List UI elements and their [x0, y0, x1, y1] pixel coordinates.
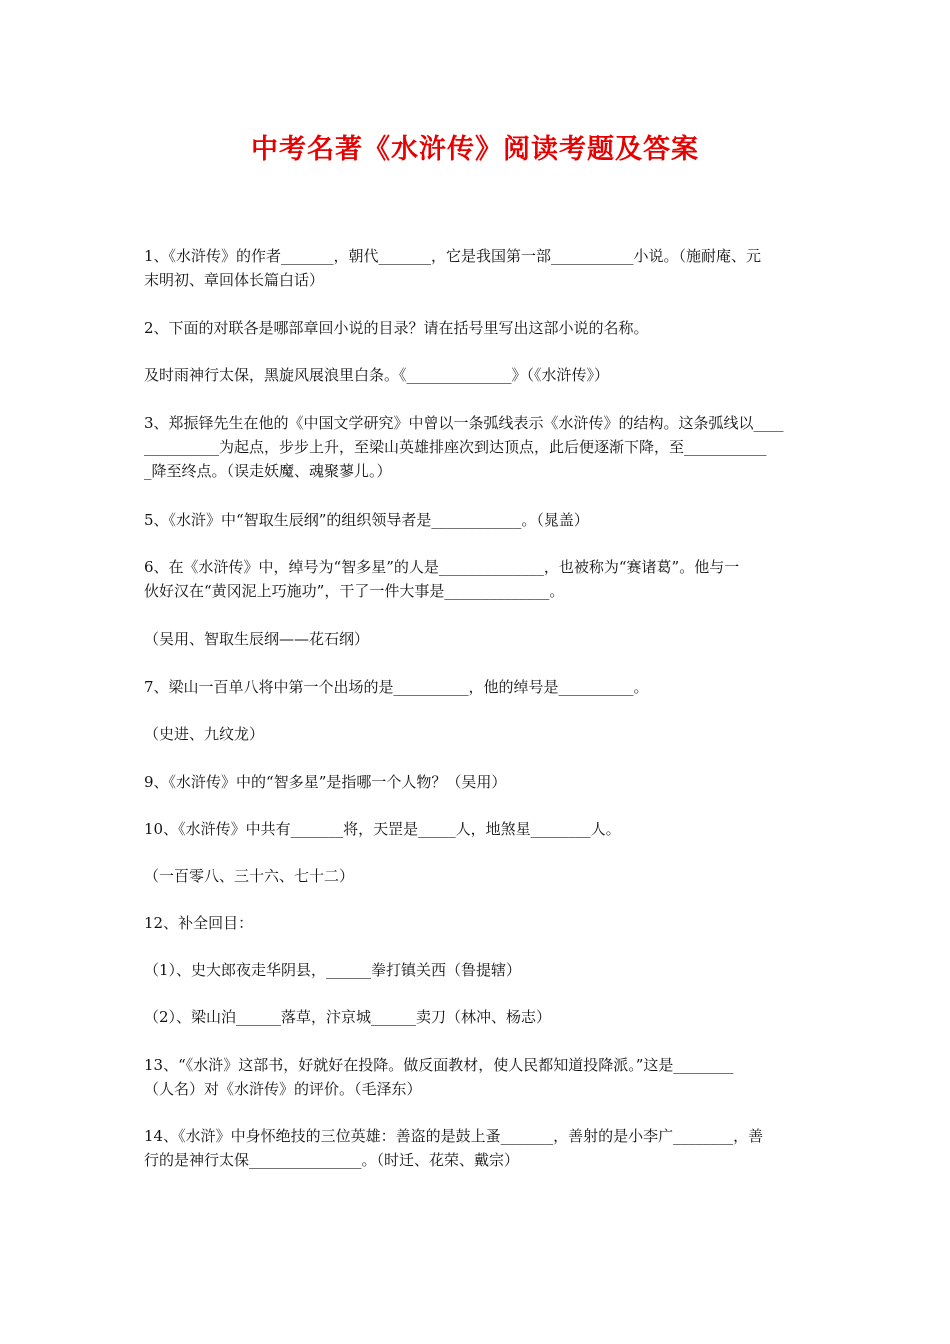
- answer-6: [144, 627, 809, 651]
- question-14: [144, 1124, 809, 1172]
- question-6: [144, 555, 809, 603]
- text-line: 2、下面的对联各是哪部章回小说的目录？请在括号里写出这部小说的名称。: [144, 319, 649, 337]
- question-2-couplet: [144, 363, 809, 387]
- text-line: 13、“《水浒》这部书，好就好在投降。做反面教材，使人民都知道投降派。”这是________: [144, 1056, 734, 1074]
- text-line: 14、《水浒》中身怀绝技的三位英雄：善盗的是鼓上蚤_______，善射的是小李广________，善: [144, 1127, 764, 1145]
- answer-10: [144, 864, 809, 888]
- text-line: 12、补全回目：: [144, 914, 254, 932]
- question-1: [144, 244, 809, 292]
- question-13: [144, 1053, 809, 1101]
- question-3: [144, 411, 809, 483]
- text-line: 9、《水浒传》中的“智多星”是指哪一个人物？（吴用）: [144, 773, 507, 791]
- text-line: （一百零八、三十六、七十二）: [144, 867, 355, 885]
- text-line: 5、《水浒》中“智取生辰纲”的组织领导者是____________。（晁盖）: [144, 511, 589, 529]
- text-line: 7、梁山一百单八将中第一个出场的是__________，他的绰号是__________。: [144, 678, 649, 696]
- text-line: 6、在《水浒传》中，绰号为“智多星”的人是______________，也被称为“赛诸葛”。他与一: [144, 558, 740, 576]
- question-12-item-2: [144, 1005, 809, 1029]
- text-line: 1、《水浒传》的作者_______，朝代_______，它是我国第一部___________小说。（施耐庵、元: [144, 247, 762, 265]
- text-line: 行的是神行太保_______________。（时迁、花荣、戴宗）: [144, 1151, 520, 1169]
- question-12: [144, 911, 809, 935]
- question-12-item-1: [144, 958, 809, 982]
- text-line: （人名）对《水浒传》的评价。（毛泽东）: [144, 1080, 422, 1098]
- text-line: __________为起点，步步上升，至梁山英雄排座次到达顶点，此后便逐渐下降，至___________: [144, 438, 767, 456]
- text-line: _降至终点。（误走妖魔、魂聚蓼儿。）: [144, 462, 392, 480]
- question-9: [144, 770, 809, 794]
- question-2: [144, 316, 809, 340]
- text-line: （1）、史大郎夜走华阴县，______拳打镇关西（鲁提辖）: [144, 961, 522, 979]
- question-5: [144, 508, 809, 532]
- answer-7: [144, 722, 809, 746]
- text-line: （史进、九纹龙）: [144, 725, 265, 743]
- text-line: （吴用、智取生辰纲——花石纲）: [144, 630, 370, 648]
- text-line: 及时雨神行太保，黑旋风展浪里白条。《______________》（《水浒传》）: [144, 366, 610, 384]
- text-line: 10、《水浒传》中共有_______将，天罡是_____人，地煞星________人。: [144, 820, 621, 838]
- text-line: 3、郑振铎先生在他的《中国文学研究》中曾以一条弧线表示《水浒传》的结构。这条弧线以____: [144, 414, 784, 432]
- page-title: 中考名著《水浒传》阅读考题及答案: [251, 134, 699, 165]
- text-line: （2）、梁山泊______落草，汴京城______卖刀（林冲、杨志）: [144, 1008, 552, 1026]
- text-line: 末明初、章回体长篇白话）: [144, 271, 325, 289]
- text-line: 伙好汉在“黄冈泥上巧施功”，干了一件大事是______________。: [144, 582, 565, 600]
- question-10: [144, 817, 809, 841]
- question-7: [144, 675, 809, 699]
